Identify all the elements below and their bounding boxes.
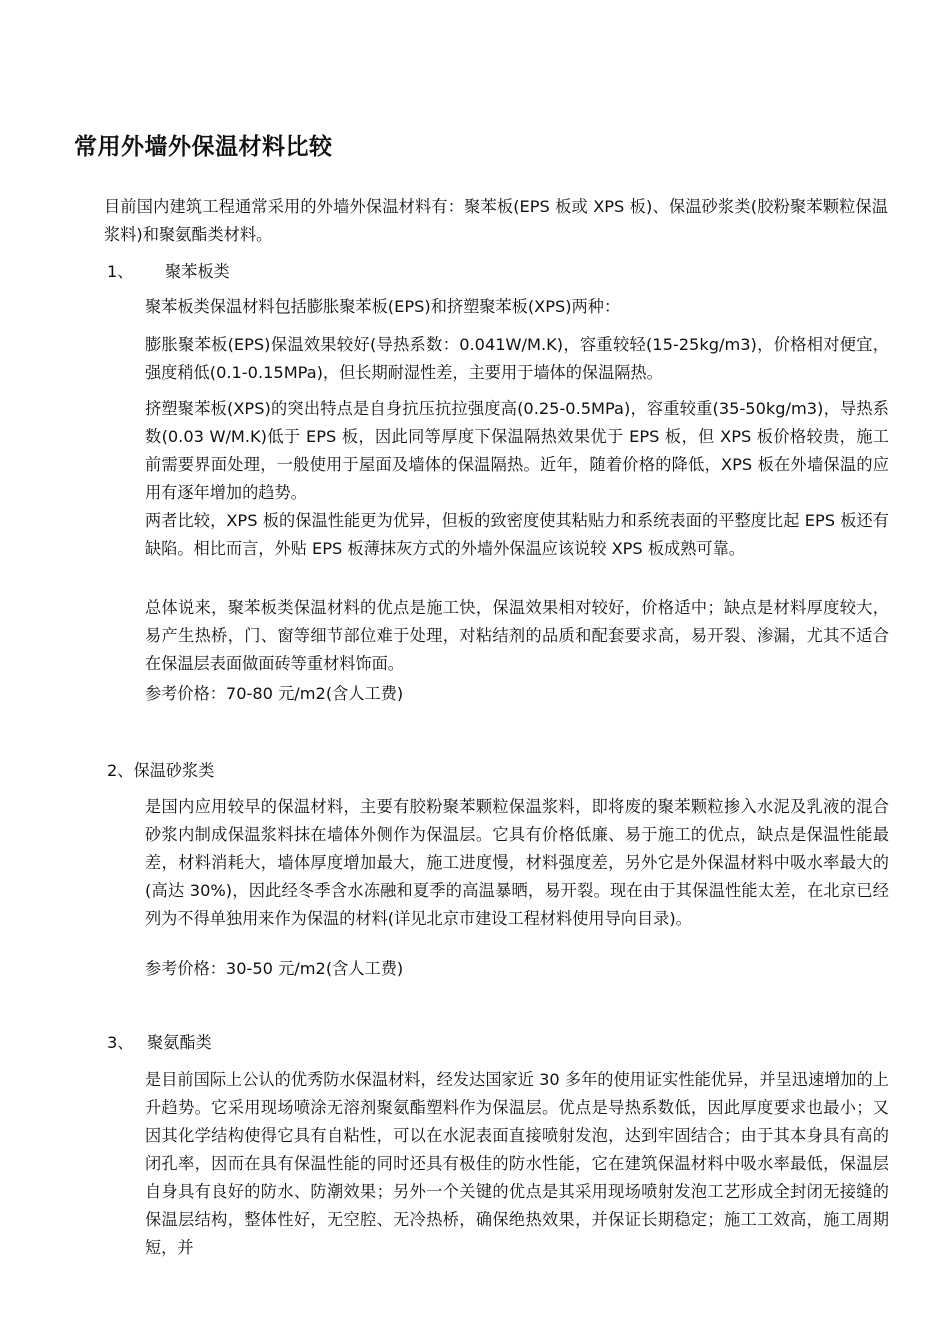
section-3-number: 3、 [107, 1033, 134, 1052]
section-2-paragraph-1: 是国内应用较早的保温材料，主要有胶粉聚苯颗粒保温浆料，即将废的聚苯颗粒掺入水泥及乳液的混合砂浆内制成保温浆料抹在墙体外侧作为保温层。它具有价格低廉、易于施工的优点，缺点是保温性能最差，材料消耗大，墙体厚度增加最大，施工进度慢，材料强度差，另外它是外保温材料中吸水率最大的(高达 30%)，因此经冬季含水冻融和夏季的高温暴晒，易开裂。现在由于其保温性能太差，在北京已经列为不得单独用来作为保温的材料(详见北京市建设工程材料使用导向目录)。 [145, 797, 889, 928]
intro-paragraph: 目前国内建筑工程通常采用的外墙外保温材料有：聚苯板(EPS 板或 XPS 板)、保温砂浆类(胶粉聚苯颗粒保温浆料)和聚氨酯类材料。 [104, 197, 888, 244]
section-1-paragraph-1: 聚苯板类保温材料包括膨胀聚苯板(EPS)和挤塑聚苯板(XPS)两种： [145, 297, 621, 316]
section-3-heading [107, 1029, 212, 1057]
section-1-paragraph-5: 总体说来，聚苯板类保温材料的优点是施工快，保温效果相对较好，价格适中；缺点是材料厚度较大，易产生热桥，门、窗等细节部位难于处理，对粘结剂的品质和配套要求高，易开裂、渗漏，尤其不适合在保温层表面做面砖等重材料饰面。 [145, 598, 889, 673]
section-1-label: 聚苯板类 [165, 262, 230, 281]
section-1-paragraph-3: 挤塑聚苯板(XPS)的突出特点是自身抗压抗拉强度高(0.25-0.5MPa)，容重较重(35-50kg/m3)，导热系数(0.03 W/M.K)低于 EPS 板，因此同等厚度下保温隔热效果优于 EPS 板，但 XPS 板价格较贵，施工前需要界面处理，一般使用于屋面及墙体的保温隔热。近年，随着价格的降低，XPS 板在外墙保温的应用有逐年增加的趋势。 [145, 399, 889, 502]
section-2-heading: 2、保温砂浆类 [107, 761, 215, 780]
section-2-price: 参考价格：30-50 元/m2(含人工费) [145, 959, 404, 978]
section-1-paragraph-2: 膨胀聚苯板(EPS)保温效果较好(导热系数：0.041W/M.K)，容重较轻(15-25kg/m3)，价格相对便宜，强度稍低(0.1-0.15MPa)，但长期耐湿性差，主要用于墙体的保温隔热。 [145, 335, 889, 382]
section-1-heading [107, 258, 230, 286]
section-1-number: 1、 [107, 262, 134, 281]
section-3-label: 聚氨酯类 [147, 1033, 212, 1052]
document-title: 常用外墙外保温材料比较 [74, 134, 333, 160]
section-3-paragraph-1: 是目前国际上公认的优秀防水保温材料，经发达国家近 30 多年的使用证实性能优异，并呈迅速增加的上升趋势。它采用现场喷涂无溶剂聚氨酯塑料作为保温层。优点是导热系数低，因此厚度要求也最小；又因其化学结构使得它具有自粘性，可以在水泥表面直接喷射发泡，达到牢固结合；由于其本身具有高的闭孔率，因而在具有保温性能的同时还具有极佳的防水性能，它在建筑保温材料中吸水率最低，保温层自身具有良好的防水、防潮效果；另外一个关键的优点是其采用现场喷射发泡工艺形成全封闭无接缝的保温层结构，整体性好，无空腔、无冷热桥，确保绝热效果，并保证长期稳定；施工工效高，施工周期短，并 [145, 1070, 889, 1257]
section-1-price: 参考价格：70-80 元/m2(含人工费) [145, 684, 404, 703]
section-1-paragraph-4: 两者比较，XPS 板的保温性能更为优异，但板的致密度使其粘贴力和系统表面的平整度比起 EPS 板还有缺陷。相比而言，外贴 EPS 板薄抹灰方式的外墙外保温应该说较 XPS 板成熟可靠。 [145, 511, 889, 558]
